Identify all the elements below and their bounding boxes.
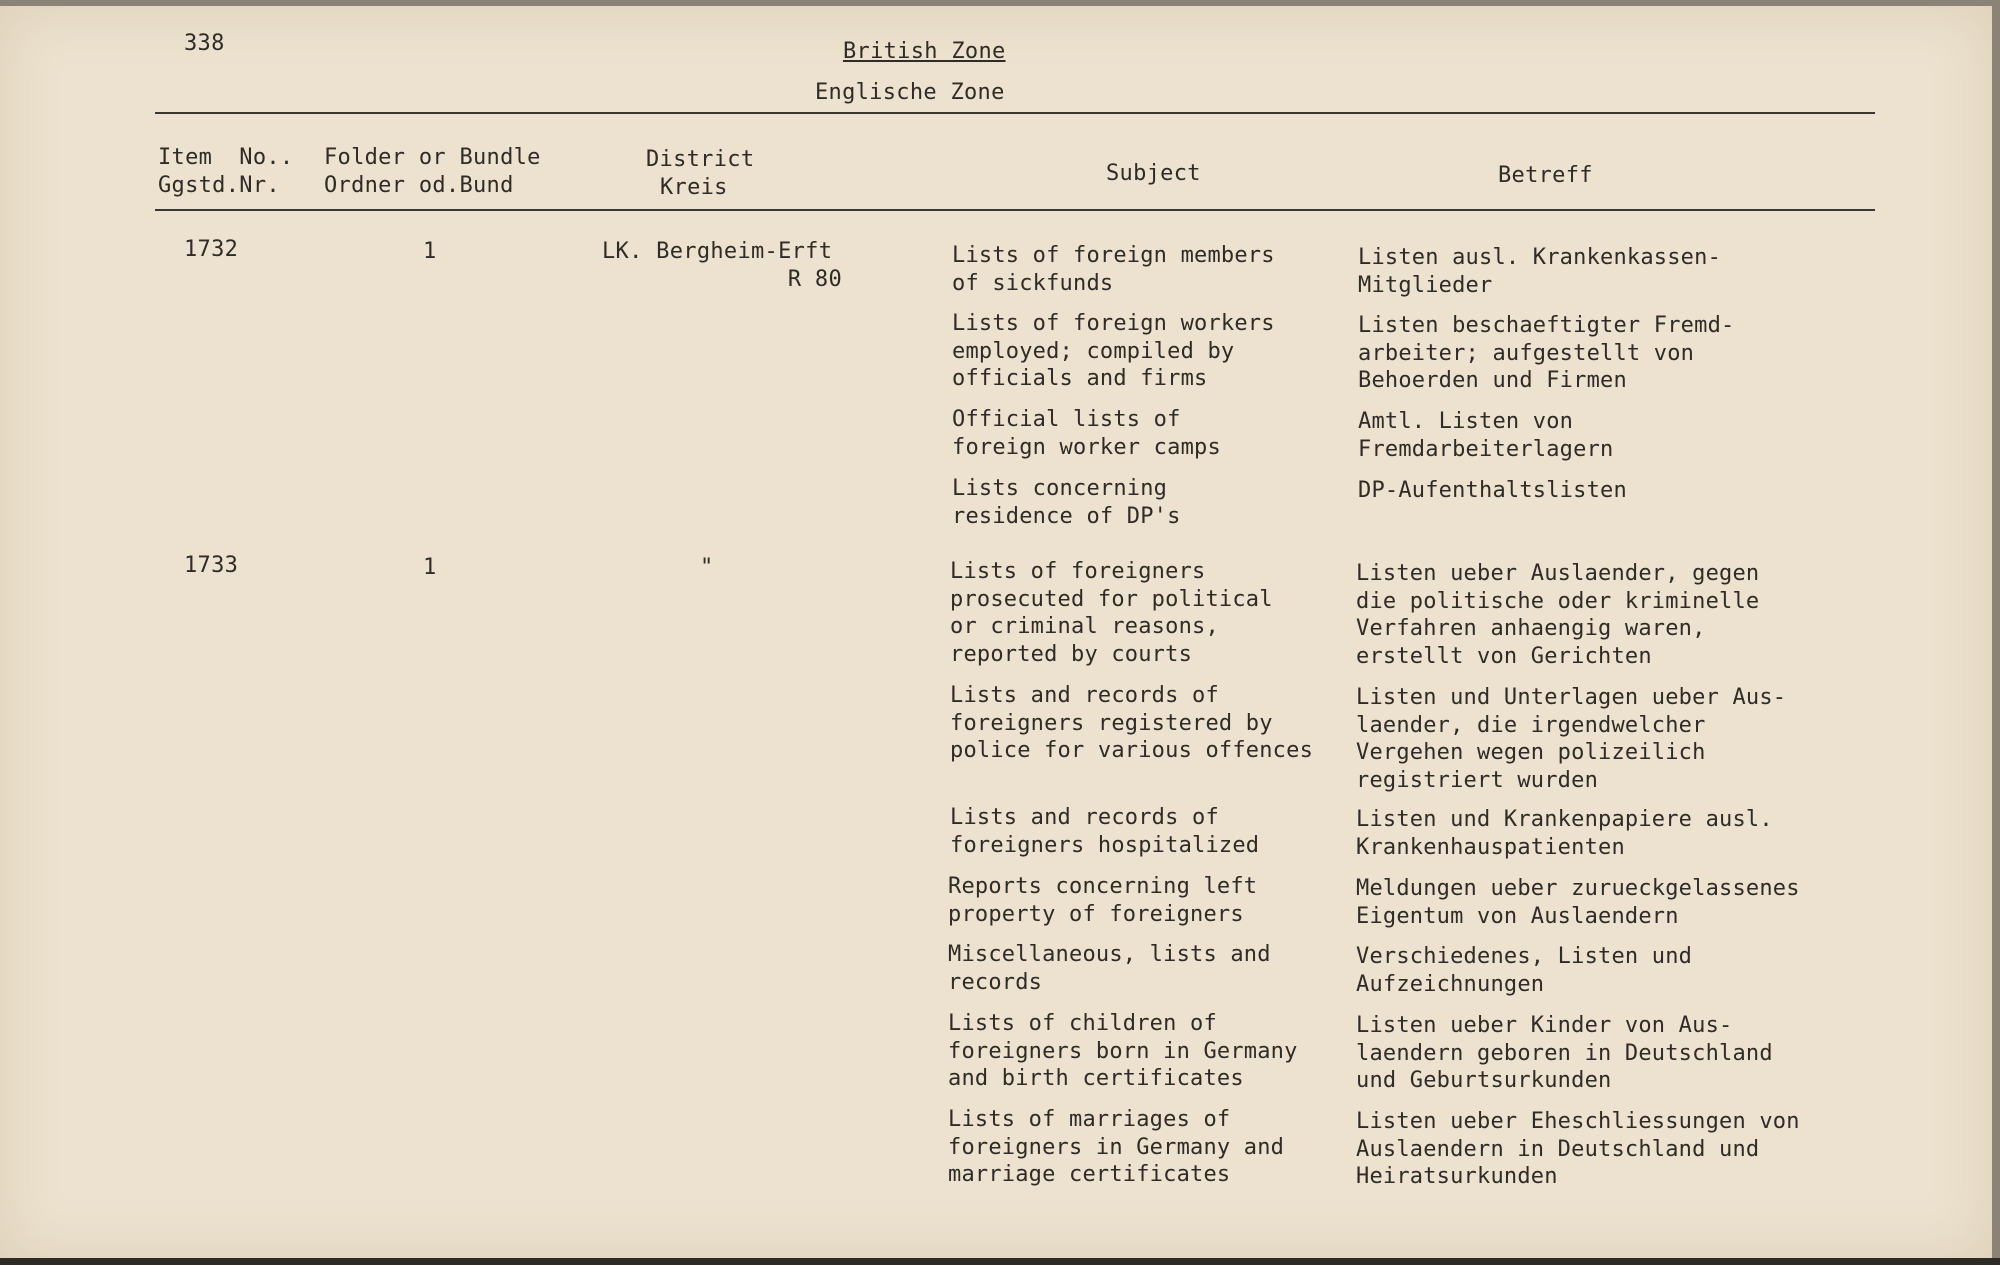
header-bottom-rule <box>155 209 1875 211</box>
row-1732-district: LK. Bergheim-Erft <box>602 239 833 264</box>
header-folder-de: Ordner od.Bund <box>324 173 514 198</box>
row-1732-subject-1: Lists of foreign members of sickfunds <box>952 243 1275 296</box>
row-1733-betreff-6: Listen ueber Kinder von Aus- laendern geboren in Deutschland und Geburtsurkunden <box>1356 1013 1773 1093</box>
row-1733-subject-4: Reports concerning left property of foreigners <box>948 874 1258 927</box>
row-1732-item: 1732 <box>184 237 239 262</box>
row-1732-subject-2: Lists of foreign workers employed; compiled by officials and firms <box>952 311 1275 391</box>
row-1732-folder: 1 <box>423 239 437 264</box>
row-1733-item: 1733 <box>184 553 239 578</box>
row-1733-subject-6: Lists of children of foreigners born in Germany and birth certificates <box>948 1011 1298 1091</box>
header-item-de: Ggstd.Nr. <box>158 173 280 198</box>
row-1733-betreff-7: Listen ueber Eheschliessungen von Auslaendern in Deutschland und Heiratsurkunden <box>1356 1109 1800 1189</box>
header-subject: Subject <box>1106 161 1201 186</box>
scan-edge <box>0 1258 2000 1265</box>
page-number: 338 <box>184 31 225 56</box>
row-1733-subject-7: Lists of marriages of foreigners in Germany and marriage certificates <box>948 1107 1285 1187</box>
row-1733-district-ditto: " <box>700 555 714 580</box>
zone-title-german: Englische Zone <box>815 80 1005 105</box>
row-1732-subject-3: Official lists of foreign worker camps <box>952 407 1221 460</box>
row-1732-betreff-2: Listen beschaeftigter Fremd- arbeiter; aufgestellt von Behoerden und Firmen <box>1358 313 1735 393</box>
row-1733-betreff-2: Listen und Unterlagen ueber Aus- laender, die irgendwelcher Vergehen wegen polizeilich registriert wurden <box>1356 685 1787 793</box>
row-1732-betreff-1: Listen ausl. Krankenkassen- Mitglieder <box>1358 245 1722 298</box>
row-1733-subject-3: Lists and records of foreigners hospitalized <box>950 805 1260 858</box>
row-1733-betreff-3: Listen und Krankenpapiere ausl. Krankenhauspatienten <box>1356 807 1773 860</box>
header-folder-en: Folder or Bundle <box>324 145 541 170</box>
row-1733-subject-2: Lists and records of foreigners registered by police for various offences <box>950 683 1314 763</box>
header-betreff: Betreff <box>1498 163 1593 188</box>
header-top-rule <box>155 112 1875 114</box>
row-1733-betreff-5: Verschiedenes, Listen und Aufzeichnungen <box>1356 944 1693 997</box>
header-district-de: Kreis <box>660 175 728 200</box>
header-item-en: Item No.. <box>158 145 294 170</box>
row-1732-district-ref: R 80 <box>787 267 842 292</box>
row-1733-subject-5: Miscellaneous, lists and records <box>948 942 1271 995</box>
row-1733-subject-1: Lists of foreigners prosecuted for political or criminal reasons, reported by courts <box>950 559 1273 667</box>
row-1732-betreff-3: Amtl. Listen von Fremdarbeiterlagern <box>1358 409 1614 462</box>
header-district-en: District <box>646 147 755 172</box>
row-1733-betreff-1: Listen ueber Auslaender, gegen die politische oder kriminelle Verfahren anhaengig waren, erstellt von Gerichten <box>1356 561 1760 669</box>
document-page <box>0 6 1992 1260</box>
row-1732-betreff-4: DP-Aufenthaltslisten <box>1358 478 1627 503</box>
row-1732-subject-4: Lists concerning residence of DP's <box>952 476 1181 529</box>
zone-title-english: British Zone <box>843 39 1006 64</box>
row-1733-betreff-4: Meldungen ueber zurueckgelassenes Eigentum von Auslaendern <box>1356 876 1800 929</box>
row-1733-folder: 1 <box>423 555 437 580</box>
